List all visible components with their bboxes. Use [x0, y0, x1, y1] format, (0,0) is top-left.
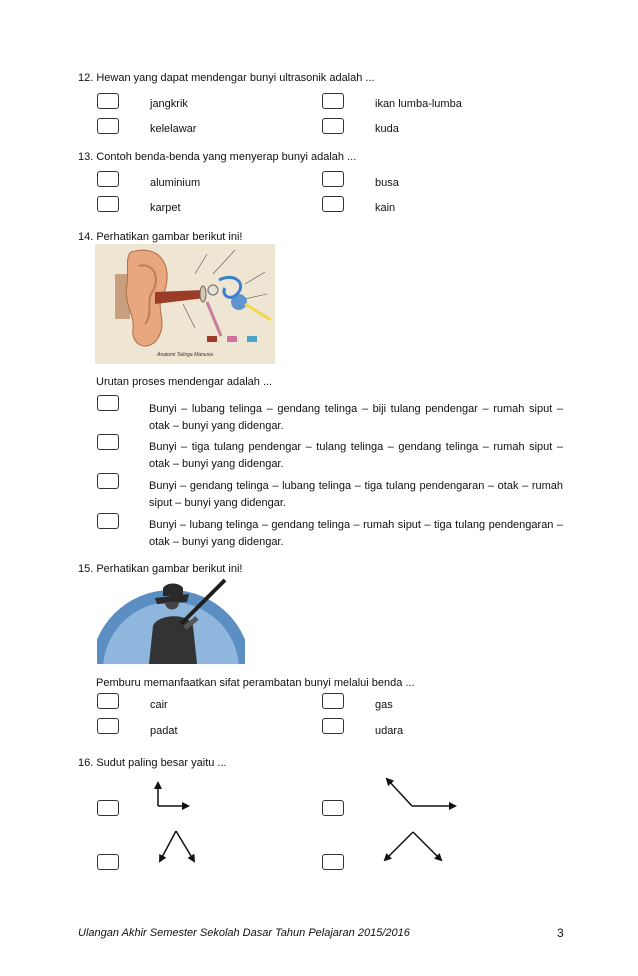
ear-image-caption: Anatomi Telinga Manusia: [157, 352, 213, 358]
option-q12-d: kuda: [375, 123, 399, 135]
question-13-text: 13. Contoh benda-benda yang menyerap bunyi adalah ...: [78, 151, 357, 163]
option-q13-c: karpet: [150, 202, 181, 214]
option-q14-a: Bunyi – lubang telinga – gendang telinga – biji tulang pendengar – rumah siput – otak – bunyi yang didengar.: [149, 403, 563, 432]
question-15-prompt: Pemburu memanfaatkan sifat perambatan bunyi melalui benda ...: [96, 677, 415, 689]
angle-figure-obtuse: [387, 779, 455, 806]
option-q12-b: ikan lumba-lumba: [375, 98, 462, 110]
angle-figure-right: [158, 783, 188, 806]
page-number: 3: [557, 926, 564, 940]
option-q12-c: kelelawar: [150, 123, 197, 135]
question-14-text: 14. Perhatikan gambar berikut ini!: [78, 231, 243, 243]
angle-figure-acute: [160, 831, 194, 861]
option-q15-a: cair: [150, 699, 168, 711]
option-q14-d: Bunyi – lubang telinga – gendang telinga – rumah siput – tiga tulang pendengaran – otak – bunyi yang didengar.: [149, 519, 563, 548]
question-15-text: 15. Perhatikan gambar berikut ini!: [78, 563, 243, 575]
option-q15-d: udara: [375, 725, 404, 737]
option-q15-c: padat: [150, 725, 178, 737]
question-16-text: 16. Sudut paling besar yaitu ...: [78, 757, 227, 769]
question-12-text: 12. Hewan yang dapat mendengar bunyi ultrasonik adalah ...: [78, 72, 375, 84]
question-14-prompt: Urutan proses mendengar adalah ...: [96, 376, 273, 388]
footer-text: Ulangan Akhir Semester Sekolah Dasar Tahun Pelajaran 2015/2016: [78, 927, 410, 939]
option-q14-c: Bunyi – gendang telinga – lubang telinga – tiga tulang pendengaran – otak – rumah siput – bunyi yang didengar.: [149, 480, 563, 509]
option-q13-b: busa: [375, 177, 399, 189]
option-q14-b: Bunyi – tiga tulang pendengar – tulang telinga – gendang telinga – rumah siput – otak – bunyi yang didengar.: [149, 441, 563, 470]
option-q13-d: kain: [375, 202, 396, 214]
option-q13-a: aluminium: [150, 177, 201, 189]
option-q15-b: gas: [375, 699, 393, 711]
angle-figure-right-inverted: [385, 832, 441, 860]
option-q12-a: jangkrik: [150, 98, 188, 110]
